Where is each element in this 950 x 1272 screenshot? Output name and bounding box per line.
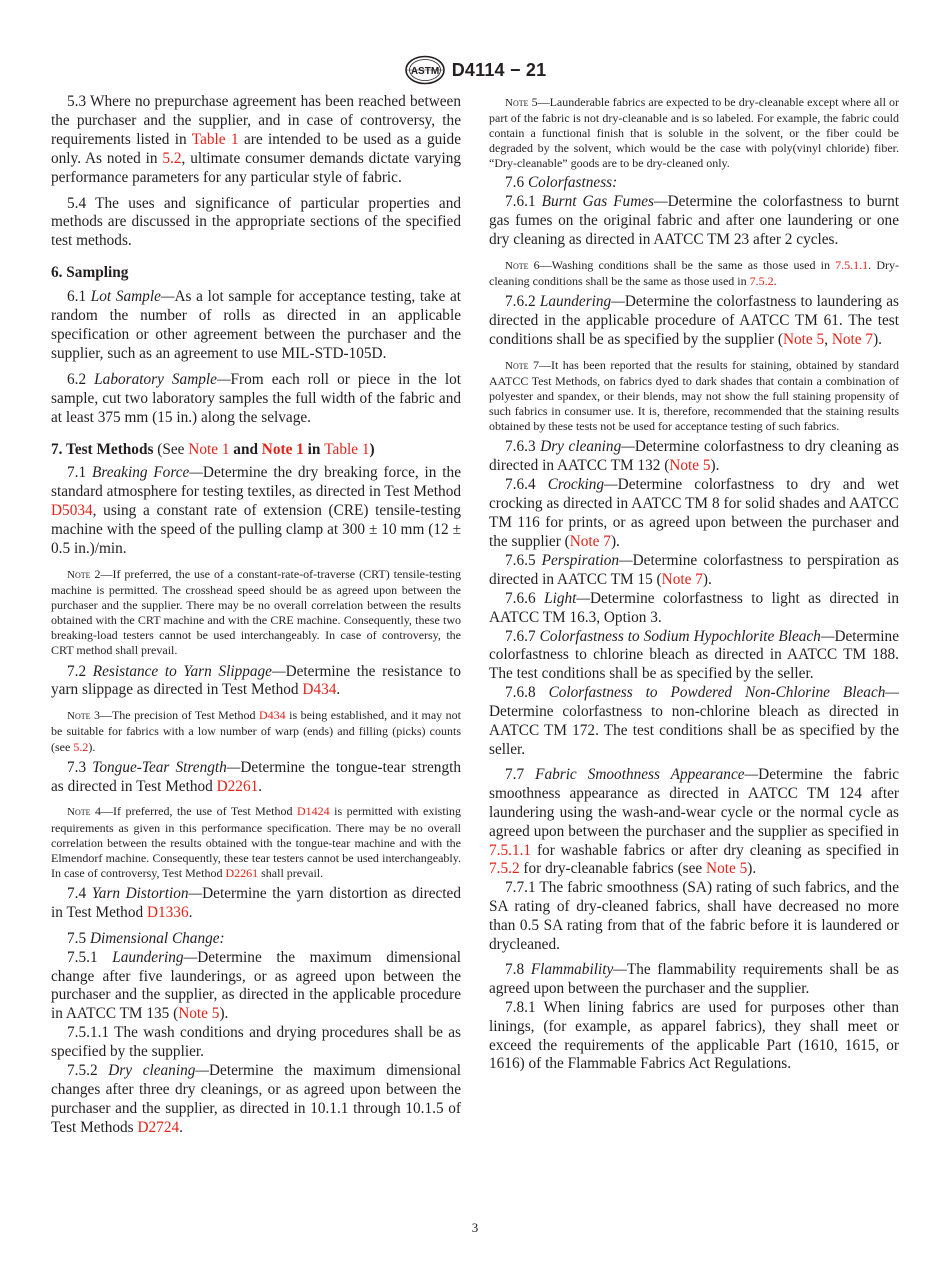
link-d2261[interactable]: D2261 [225,865,259,880]
link-d2261[interactable]: D2261 [216,777,259,795]
link-d2724[interactable]: D2724 [137,1118,180,1136]
heading-test-methods: 7. Test Methods (See Note 1 and Note 1 in Table 1) [51,440,375,458]
heading-sampling: 6. Sampling [51,264,129,282]
astm-logo-icon [404,55,446,85]
section-5-4: 5.4 The uses and significance of particular properties and methods are discussed in the appropriate sections of the specified test methods. [51,194,461,250]
link-note-7[interactable]: Note 7 [569,533,611,550]
section-6-1: 6.1 Lot Sample—As a lot sample for acceptance testing, take at random the number of rolls as directed in an applicable specification or other agreement between the purchaser and the supplier, such as an agreement to use MIL-STD-105D. [51,288,461,362]
section-7-6-8: 7.6.8 Colorfastness to Powdered Non-Chlorine Bleach—Determine colorfastness to non-chlorine bleach as directed in AATCC TM 172. The test conditions shall be as specified by the seller. [489,684,899,758]
section-7-8-1: 7.8.1 When lining fabrics are used for purposes other than linings, (for example, as apparel fabrics), they shall meet or exceed the requirements of the applicable Part (1610, 1615, or 1616) of the Flammable Fabrics Act Regulations. [489,998,899,1073]
link-d5034[interactable]: D5034 [51,502,93,520]
section-7-6-1: 7.6.1 Burnt Gas Fumes—Determine the colorfastness to burnt gas fumes on the original fabric and after one laundering or one dry cleaning as directed in AATCC TM 23 after 2 cycles. [489,193,900,249]
note-5: Note 5—Launderable fabrics are expected to be dry-cleanable except where all or part of the fabric is not dry-cleanable and is so labeled. For example, the fabric could contain a functional finish that is soluble in the solvent, or the fiber could be degraded by the solvent, which would be the case with poly(vinyl chloride) fiber. “Dry-cleanable” goods are to be dry-cleaned only. [489,95,899,171]
right-column [489,93,899,1074]
section-7-2: 7.2 Resistance to Yarn Slippage—Determine the resistance to yarn slippage as directed in Test Method D434. [51,662,461,699]
link-7-5-1-1[interactable]: 7.5.1.1 [835,258,869,273]
note-3: Note 3—The precision of Test Method D434 is being established, and it may not be suitable for fabrics with a low number of warp (ends) and filling (picks) counts (see 5.2). [51,708,461,754]
link-7-5-2[interactable]: 7.5.2 [489,860,520,878]
section-7-6-2: 7.6.2 Laundering—Determine the colorfastness to laundering as directed in the applicable procedure of AATCC TM 61. The test conditions shall be as specified by the supplier (Note 5, Note 7). [489,293,899,349]
section-7-7: 7.7 Fabric Smoothness Appearance—Determine the fabric smoothness appearance as directed in AATCC TM 124 after laundering using the wash-and-wear cycle or the normal cycle as agreed upon between the purchaser and the supplier as specified in 7.5.1.1 for washable fabrics or after dry cleaning as specified in 7.5.2 for dry-cleanable fabrics (see Note 5). [489,765,899,878]
section-7-3: 7.3 Tongue-Tear Strength—Determine the tongue-tear strength as directed in Test Method D2261. [51,758,461,795]
section-5-3: 5.3 Where no prepurchase agreement has been reached between the purchaser and the supplier, and in case of controversy, the requirements listed in Table 1 are intended to be used as a guide only. As noted in 5.2, ultimate consumer demands dictate varying performance parameters for any particular style of fabric. [51,93,461,186]
link-note-5[interactable]: Note 5 [669,457,711,475]
link-5-2[interactable]: 5.2 [162,149,182,167]
link-7-5-1-1[interactable]: 7.5.1.1 [489,841,532,859]
note-7: Note 7—It has been reported that the results for staining, obtained by standard AATCC Test Methods, on fabrics dyed to dark shades that contain a combination of polyester and spandex, or their blends, may not show the full staining propensity of such fabrics in consumer use. It is, therefore, recommended that the staining results obtained by these tests not be used for acceptance testing of such fabrics. [489,358,899,434]
section-6-2: 6.2 Laboratory Sample—From each roll or piece in the lot sample, cut two laboratory samples the full width of the fabric and at least 375 mm (15 in.) along the selvage. [51,370,461,426]
link-5-2[interactable]: 5.2 [73,739,89,754]
note-2: Note 2—If preferred, the use of a constant-rate-of-traverse (CRT) tensile-testing machine is permitted. The crosshead speed should be as agreed upon between the purchaser and the supplier. There may be no overall correlation between the results obtained with the CRT machine and with the CRE machine. Consequently, these two breaking-load testers cannot be used interchangeably. In case of controversy, the CRT method shall prevail. [51,566,461,658]
section-7-6-5: 7.6.5 Perspiration—Determine colorfastness to perspiration as directed in AATCC TM 15 (Note 7). [489,551,900,588]
section-7-6: 7.6 Colorfastness: [505,174,618,192]
section-7-6-3: 7.6.3 Dry cleaning—Determine colorfastness to dry cleaning as directed in AATCC TM 132 (Note 5). [489,438,900,475]
note-4: Note 4—If preferred, the use of Test Method D1424 is permitted with existing requirements as given in this performance specification. There may be no overall correlation between the results obtained with the tongue-tear machine and with the Elmendorf machine. Consequently, these tear testers cannot be used interchangeably. In case of controversy, Test Method D2261 shall prevail. [51,804,461,880]
section-7-6-6: 7.6.6 Light—Determine colorfastness to light as directed in AATCC TM 16.3, Option 3. [489,589,899,626]
section-7-5-2: 7.5.2 Dry cleaning—Determine the maximum dimensional changes after three dry cleanings, or as agreed upon between the purchaser and the supplier, as directed in 10.1.1 through 10.1.5 of Test Methods D2724. [51,1062,462,1136]
section-7-8: 7.8 Flammability—The flammability requirements shall be as agreed upon between the purchaser and the supplier. [489,960,899,997]
standard-designation: D4114 − 21 [451,59,547,80]
link-table-1[interactable]: Table 1 [191,130,239,148]
section-7-6-7: 7.6.7 Colorfastness to Sodium Hypochlorite Bleach—Determine colorfastness to chlorine bleach as directed in AATCC TM 188. The test conditions shall be as specified by the seller. [489,627,899,683]
section-7-6-4: 7.6.4 Crocking—Determine colorfastness to dry and wet crocking as directed in AATCC TM 8 for solid shades and AATCC TM 116 for prints, or as agreed upon between the purchaser and the supplier (Note 7). [489,476,899,550]
left-column [51,93,461,1138]
link-note-1[interactable]: Note 1 [188,440,230,458]
section-7-5-1-1: 7.5.1.1 The wash conditions and drying procedures shall be as specified by the supplier. [51,1024,461,1061]
link-d1424[interactable]: D1424 [297,804,330,819]
section-7-7-1: 7.7.1 The fabric smoothness (SA) rating of such fabrics, and the SA rating of dry-cleaned fabrics, shall have decreased no more than 0.5 SA rating from that of the fabric before it is laundered or drycleaned. [489,879,899,954]
link-note-7[interactable]: Note 7 [831,331,874,349]
link-d434[interactable]: D434 [302,681,337,699]
note-6: Note 6—Washing conditions shall be the same as those used in 7.5.1.1. Dry-cleaning conditions shall be the same as those used in 7.5.2. [489,258,899,289]
link-table-1[interactable]: Table 1 [324,440,370,458]
link-d434[interactable]: D434 [258,708,286,723]
link-note-1-table[interactable]: Note 1 [261,440,304,458]
section-7-5: 7.5 Dimensional Change: [67,929,225,947]
link-7-5-2[interactable]: 7.5.2 [749,274,774,289]
link-note-5[interactable]: Note 5 [178,1005,220,1023]
page-number: 3 [471,1220,479,1235]
page-header [0,54,950,86]
section-7-1: 7.1 Breaking Force—Determine the dry breaking force, in the standard atmosphere for testing textiles, as directed in Test Method D5034, using a constant rate of extension (CRE) tensile-testing machine with the speed of the pulling clamp at 300 ± 10 mm (12 ± 0.5 in.)/min. [51,464,461,558]
link-note-7[interactable]: Note 7 [661,570,703,588]
logo-text: ASTM [410,66,439,77]
link-d1336[interactable]: D1336 [146,903,189,921]
section-7-5-1: 7.5.1 Laundering—Determine the maximum dimensional change after five launderings, or as agreed upon between the purchaser and the supplier, as directed in the applicable procedure in AATCC TM 135 (Note 5). [51,948,461,1023]
link-note-5[interactable]: Note 5 [782,331,825,349]
section-7-4: 7.4 Yarn Distortion—Determine the yarn distortion as directed in Test Method D1336. [51,884,461,921]
link-note-5[interactable]: Note 5 [706,860,748,878]
